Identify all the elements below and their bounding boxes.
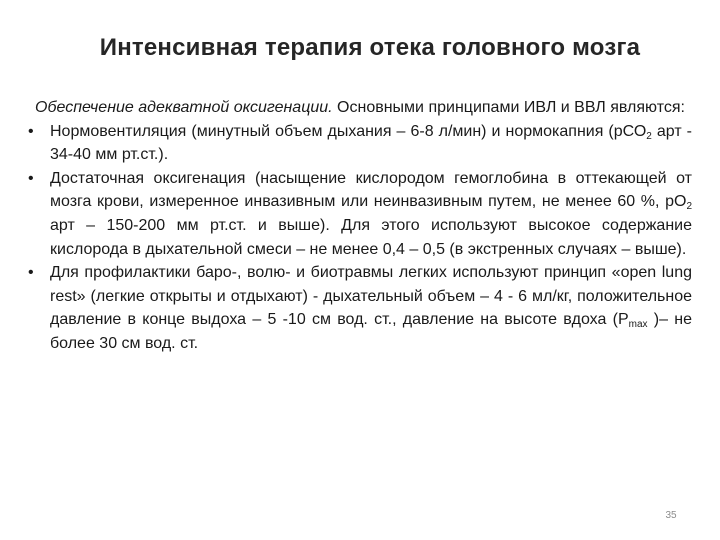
bullet-text: Для профилактики баро-, волю- и биотравмы легких используют принцип «open lung rest» (легкие открыты и отдыхают) - дыхательный объем – 4 - 6 мл/кг, положительное давление в конце выдоха – 5 -10 см вод. ст., давление на высоте вдоха (P [50,264,692,329]
bullet-text: Достаточная оксигенация (насыщение кислородом гемоглобина в оттекающей от мозга крови, измеренное инвазивным или неинвазивным путем, не менее 60 %, рО [50,169,692,211]
bullet-text-continued: арт – 150-200 мм рт.ст. и выше). Для этого используют высокое содержание кислорода в дыхательной смеси – не менее 0,4 – 0,5 (в экстренных случаях – выше). [50,216,692,258]
bullet-item-normoventilation [28,120,692,167]
bullet-marker: • [28,169,34,187]
subscript: 2 [646,130,652,142]
bullet-item-open-lung-rest [28,261,692,355]
page-number: 35 [665,510,677,521]
bullet-text: Нормовентиляция (минутный объем дыхания – 6-8 л/мин) и нормокапния (рСО [50,122,647,140]
bullet-text-continued: )– не более 30 см вод. ст. [50,311,692,352]
bullet-marker: • [28,264,34,282]
intro-text: Основными принципами ИВЛ и ВВЛ являются: [332,99,685,116]
intro-paragraph [28,96,692,120]
subscript: max [628,319,648,331]
bullet-text-continued: арт - 34-40 мм рт.ст.). [50,122,692,164]
bullet-marker: • [28,122,34,140]
bullet-item-oxygenation [28,167,692,261]
intro-emphasis: Обеспечение адекватной оксигенации. [35,99,333,116]
subscript: 2 [686,201,692,213]
slide-title: Интенсивная терапия отека головного мозга [99,34,641,61]
slide-content [28,96,692,356]
